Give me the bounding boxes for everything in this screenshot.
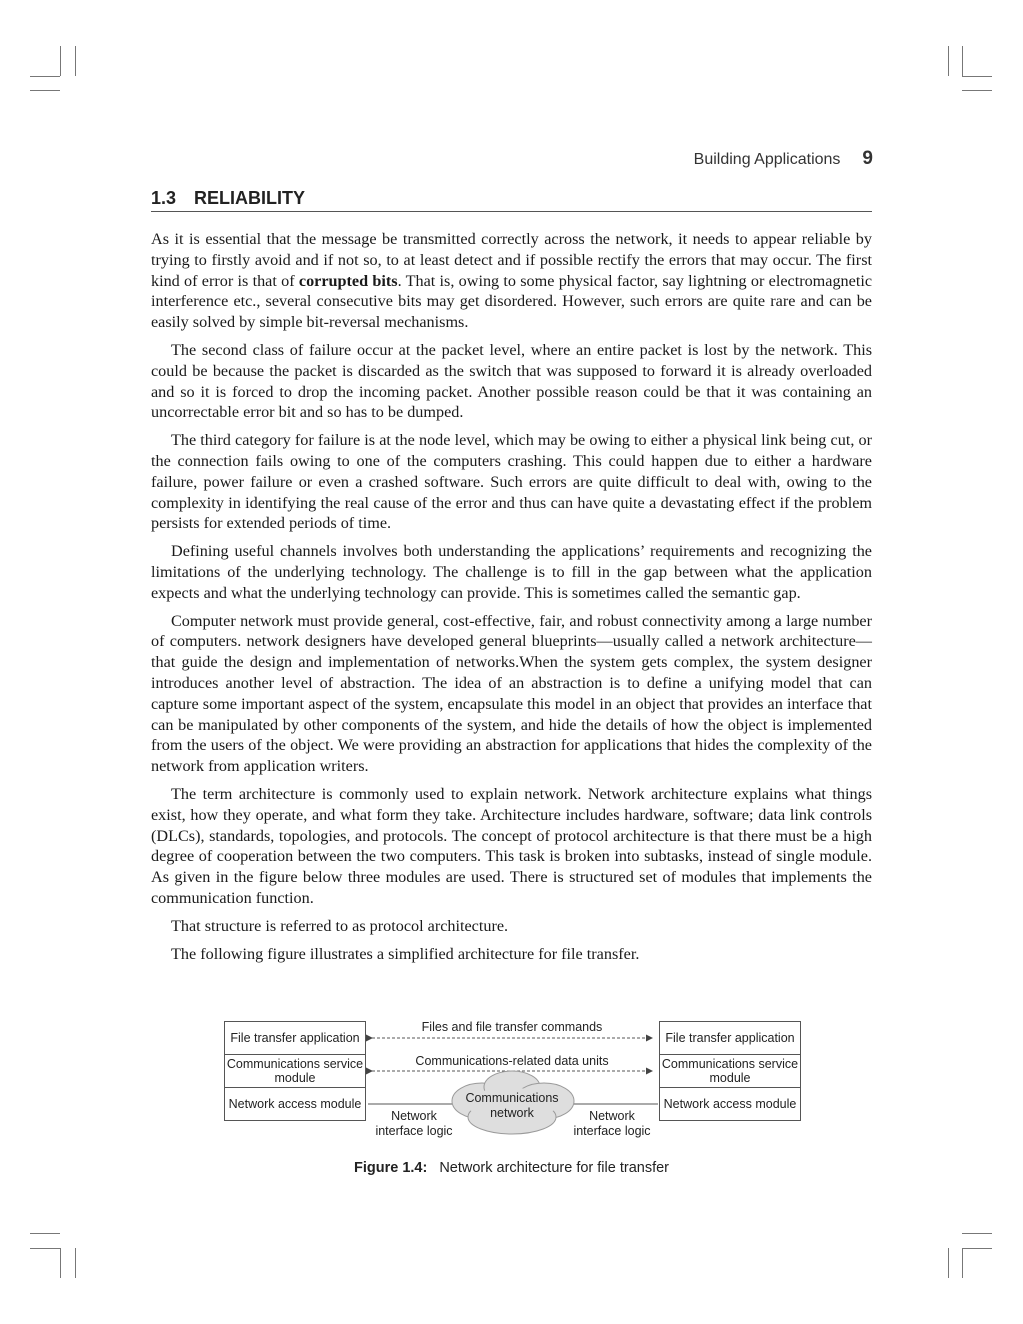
crop-mark xyxy=(962,46,963,76)
crop-mark xyxy=(962,1248,992,1249)
right-stack-module: Network access module xyxy=(663,1097,797,1111)
caption-number: Figure 1.4: xyxy=(354,1160,428,1176)
left-stack-module: Communications service module xyxy=(225,1055,365,1088)
left-stack-module: File transfer application xyxy=(225,1022,365,1055)
top-link-label: Files and file transfer commands xyxy=(421,1020,603,1034)
paragraph: The second class of failure occur at the packet level, where an entire packet is lost by the network. This could be because the packet is discarded as the switch that was supposed to forward it is already overloaded and so it is forced to drop the incoming packet. Another possible reason could be that it was containing an uncorrectable error bit and so has to be dumped. xyxy=(151,340,872,422)
right-stack-module: Communications service module xyxy=(660,1055,800,1088)
crop-mark xyxy=(75,1248,76,1278)
crop-mark xyxy=(30,1248,60,1249)
paragraph: As it is essential that the message be transmitted correctly across the network, it needs to appear reliable by trying to firstly avoid and if not so, to at least detect and if possible rectify the errors that may occur. The first kind of error is that of corrupted bits. That is, owing to some physical factor, say lightning or electromagnetic interference etc., several consecutive bits may get disordered. However, such errors are quite rare and can be easily solved by simple bit-reversal mechanisms. xyxy=(151,230,873,332)
crop-mark xyxy=(948,46,949,76)
crop-mark xyxy=(962,76,992,77)
left-stack-module: Network access module xyxy=(228,1097,362,1111)
right-protocol-stack xyxy=(659,1021,801,1121)
paragraph: That structure is referred to as protocol architecture. xyxy=(171,916,509,935)
crop-mark xyxy=(75,46,76,76)
crop-mark xyxy=(30,76,60,77)
running-title: Building Applications xyxy=(693,151,841,168)
section-title: RELIABILITY xyxy=(194,188,306,208)
middle-link-label: Communications-related data units xyxy=(415,1054,609,1068)
crop-mark xyxy=(30,1233,60,1234)
page-number: 9 xyxy=(862,148,873,169)
paragraph: The third category for failure is at the node level, which may be owing to either a physical link being cut, or the connection fails owing to one of the computers crashing. This could happen due to either a hardware failure, power failure or even a crashed software. Such errors are quite difficult to deal with, owing to the complexity in identifying the real cause of the error and thus can have quite a devastating effect if the problem persists for extended periods of time. xyxy=(151,431,872,533)
section-number: 1.3 xyxy=(151,188,177,208)
crop-mark xyxy=(948,1248,949,1278)
crop-mark xyxy=(962,90,992,91)
crop-mark xyxy=(60,1248,61,1278)
right-stack-module: File transfer application xyxy=(660,1022,800,1055)
cloud-label: Communications network xyxy=(465,1091,559,1120)
crop-mark xyxy=(962,1233,992,1234)
crop-mark xyxy=(30,90,60,91)
left-protocol-stack xyxy=(224,1021,366,1121)
caption-text: Network architecture for file transfer xyxy=(439,1160,669,1176)
paragraph: The following figure illustrates a simplified architecture for file transfer. xyxy=(171,944,640,963)
left-interface-label: Network interface logic xyxy=(375,1109,453,1138)
crop-mark xyxy=(962,1248,963,1278)
paragraph: Computer network must provide general, cost-effective, fair, and robust connectivity among a large number of computers. network designers have developed general blueprints—usually called a network architecture—that guide the design and implementation of networks.When the system gets complex, the system designer introduces another level of abstraction. The idea of an abstraction is to define a unifying model that can capture some important aspect of the system, encapsulate this model in an object that provides an interface that can be manipulated by other components of the system, and hide the details of how the object is implemented from the users of the object. We were providing an abstraction for applications that hides the complexity of the network from application writers. xyxy=(151,611,872,776)
section-heading xyxy=(151,188,872,212)
right-interface-label: Network interface logic xyxy=(573,1109,651,1138)
body-text xyxy=(151,229,872,971)
bold-term: corrupted bits xyxy=(298,271,398,290)
crop-mark xyxy=(60,46,61,76)
paragraph: Defining useful channels involves both understanding the applications’ requirements and recognizing the limitations of the underlying technology. The challenge is to fill in the gap between what the application expects and what the underlying technology can provide. This is sometimes called the semantic gap. xyxy=(151,542,872,602)
running-header xyxy=(694,148,873,170)
paragraph: The term architecture is commonly used to explain network. Network architecture explains what things exist, how they operate, and what form they take. Architecture includes hardware, software; data link controls (DLCs), standards, topologies, and protocols. The concept of protocol architecture is that there must be a high degree of cooperation between the two computers. This task is broken into subtasks, instead of single module. As given in the figure below three modules are used. There is structured set of modules that implements the communication function. xyxy=(151,784,872,907)
figure-caption xyxy=(0,1160,1023,1176)
